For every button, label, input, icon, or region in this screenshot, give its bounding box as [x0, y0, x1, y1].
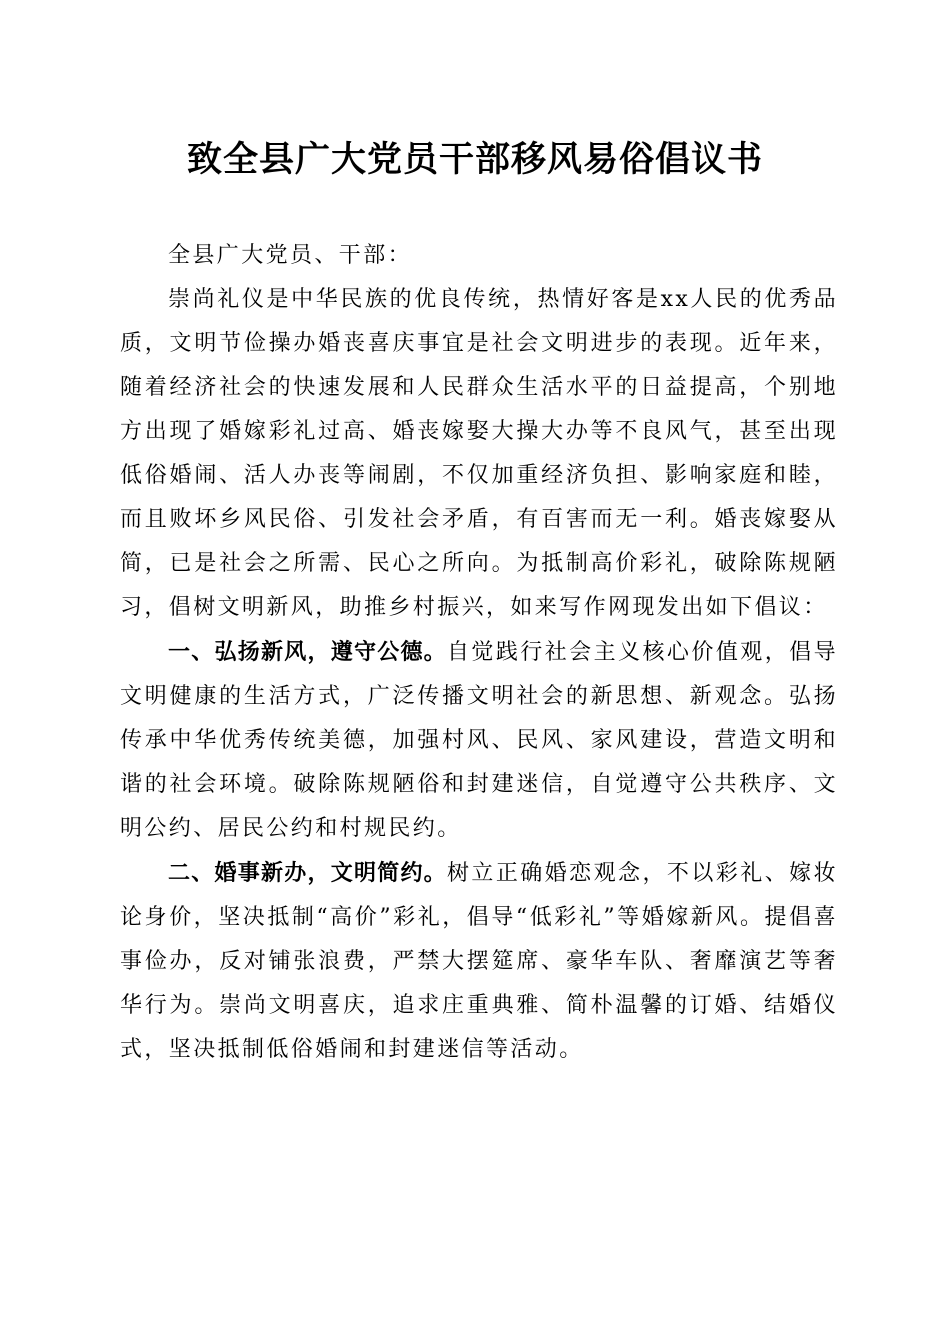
section-body-1: 自觉践行社会主义核心价值观，倡导文明健康的生活方式，广泛传播文明社会的新思想、新观念。弘扬传承中华优秀传统美德，加强村风、民风、家风建设，营造文明和谐的社会环境。破除陈规陋俗和封建迷信，自觉遵守公共秩序、文明公约、居民公约和村规民约。	[120, 640, 838, 841]
section-paragraph-2	[120, 851, 838, 1072]
section-body-2: 树立正确婚恋观念，不以彩礼、嫁妆论身价，坚决抵制“高价”彩礼，倡导“低彩礼”等婚嫁新风。提倡喜事俭办，反对铺张浪费，严禁大摆筵席、豪华车队、奢靡演艺等奢华行为。崇尚文明喜庆，追求庄重典雅、简朴温馨的订婚、结婚仪式，坚决抵制低俗婚闹和封建迷信等活动。	[120, 861, 838, 1062]
section-heading-2: 二、婚事新办，文明简约。	[168, 860, 447, 886]
section-heading-1: 一、弘扬新风，遵守公德。	[168, 639, 447, 665]
salutation: 全县广大党员、干部：	[168, 243, 413, 268]
document-body	[120, 234, 838, 1072]
intro-paragraph: 崇尚礼仪是中华民族的优良传统，热情好客是xx人民的优秀品质，文明节俭操办婚丧喜庆事宜是社会文明进步的表现。近年来，随着经济社会的快速发展和人民群众生活水平的日益提高，个别地方出现了婚嫁彩礼过高、婚丧嫁娶大操大办等不良风气，甚至出现低俗婚闹、活人办丧等闹剧，不仅加重经济负担、影响家庭和睦，而且败坏乡风民俗、引发社会矛盾，有百害而无一利。婚丧嫁娶从简，已是社会之所需、民心之所向。为抵制高价彩礼，破除陈规陋习，倡树文明新风，助推乡村振兴，如来写作网现发出如下倡议：	[120, 287, 838, 620]
document-title: 致全县广大党员干部移风易俗倡议书	[186, 139, 763, 180]
section-paragraph-1	[120, 630, 838, 851]
